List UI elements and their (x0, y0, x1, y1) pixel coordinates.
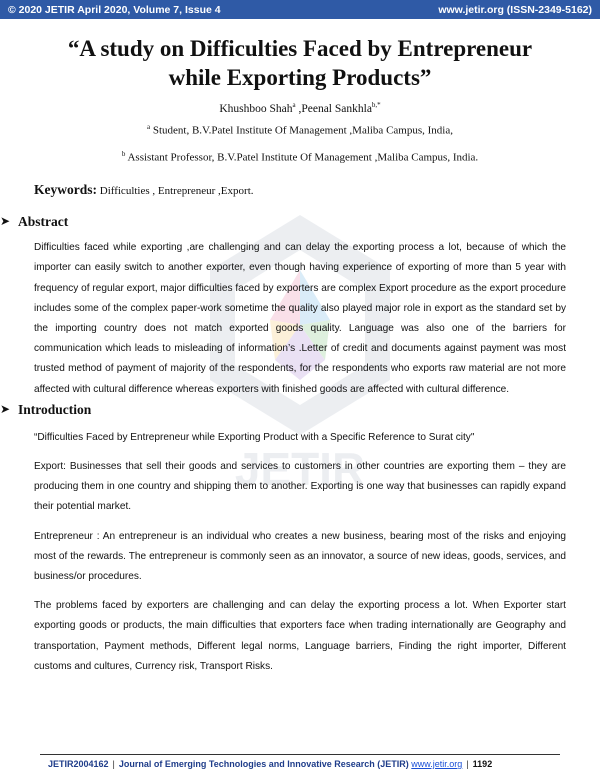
affiliation-2-sup: b (121, 150, 126, 159)
footer-separator: | (112, 759, 115, 769)
author-1-sup: a (292, 101, 296, 109)
author-separator: , (295, 102, 302, 115)
affiliation-1 (34, 123, 566, 137)
affiliation-1-sup: a (147, 122, 151, 131)
footer-page-number: 1192 (472, 759, 493, 769)
watermark-text: JETIR (234, 443, 366, 495)
introduction-heading (0, 402, 566, 418)
keywords-label: Keywords: (34, 182, 97, 198)
title-line-1: “A study on Difficulties Faced by Entrepreneur (67, 36, 533, 61)
footer-separator: | (466, 759, 469, 769)
footer-website-link[interactable]: www.jetir.org (411, 759, 463, 769)
abstract-heading (0, 214, 566, 230)
journal-header-bar (0, 0, 600, 19)
introduction-entrepreneur-paragraph: Entrepreneur : An entrepreneur is an individual who creates a new business, bearing most of the risks and enjoying most of the rewards. The entrepreneur is commonly seen as an innovator, a source of new ideas, goods, services, and business/or procedures. (34, 530, 566, 582)
affiliation-2-text: Assistant Professor, B.V.Patel Institute Of Management ,Maliba Campus, India. (125, 152, 479, 165)
footer-divider (40, 754, 560, 755)
introduction-heading-text: Introduction (18, 401, 92, 417)
abstract-heading-text: Abstract (18, 214, 69, 230)
affiliation-1-text: Student, B.V.Patel Institute Of Management ,Maliba Campus, India, (150, 124, 453, 137)
author-list (34, 101, 566, 115)
footer-journal-name: Journal of Emerging Technologies and Innovative Research (JETIR) (118, 759, 409, 769)
introduction-problems-paragraph: The problems faced by exporters are challenging and can delay the exporting process a lot. When Exporter start exporting goods or products, the main difficulties that exporters face when trading internationally are Geography and transportation, Payment methods, Different legal norms, Language barriers, Finding the right importer, Different customs and cultures, Currency risk, Transport Risks. (34, 600, 566, 672)
paper-title (34, 34, 566, 92)
affiliation-2 (34, 150, 566, 164)
bullet-arrow-icon: ➤ (0, 401, 11, 416)
paper-body (0, 19, 566, 677)
footer-text (48, 759, 492, 769)
bullet-arrow-icon: ➤ (0, 214, 11, 229)
header-website: www.jetir.org (ISSN-2349-5162) (438, 3, 592, 16)
introduction-export-paragraph: Export: Businesses that sell their goods and services to customers in other countries are exporting them – they are producing them in one country and shipping them to another. Exporting is one way that businesses can rapidly expand their potential market. (34, 460, 566, 513)
author-2-sup: b,* (371, 101, 381, 109)
keywords (34, 182, 566, 198)
abstract-text: Difficulties faced while exporting ,are challenging and can delay the exporting process a lot, because of which the importer can easily switch to another exporter, even though having experience of exporting of more than 5 year with frequency of regular export, major difficulties faced by exporters are complex Export procedure as the export procedure includes some of the complex paper-work sometime the quality also played major role in export as the standard set by the importing country does not match exported goods quality. Language was also one of the barriers for communication which leads to misleading of information’s .Letter of credit and documents against payment was most trusted method of payment of majority of the respondents, for the respondents who exports raw material are not more affected with cultural difference whereas exporters with finished goods are affected with cultural difference. (34, 242, 566, 395)
author-1: Khushboo Shah (219, 102, 293, 115)
footer-paper-id: JETIR2004162 (48, 759, 109, 769)
keywords-text: Difficulties , Entrepreneur ,Export. (97, 185, 254, 198)
introduction-quote: “Difficulties Faced by Entrepreneur while Exporting Product with a Specific Reference to Surat city" (34, 431, 475, 443)
title-line-2: while Exporting Products” (168, 65, 432, 90)
author-2: Peenal Sankhla (301, 102, 372, 115)
header-citation: © 2020 JETIR April 2020, Volume 7, Issue 4 (8, 3, 221, 16)
